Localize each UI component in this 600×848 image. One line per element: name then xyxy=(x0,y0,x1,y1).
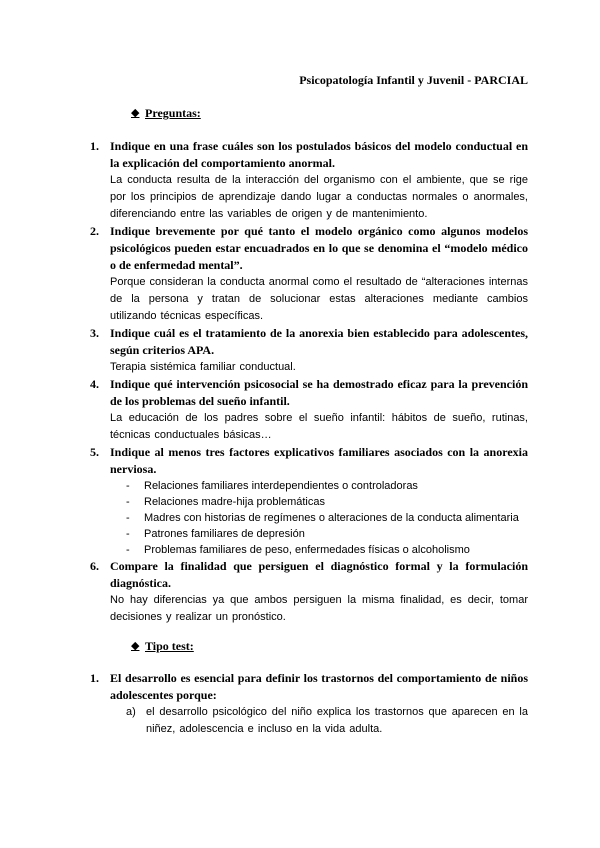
section-heading-preguntas xyxy=(131,105,201,122)
dash-bullet: - xyxy=(126,512,130,524)
list-item xyxy=(90,223,528,325)
document-title: Psicopatología Infantil y Juvenil - PARCIAL xyxy=(299,73,528,87)
item-number: 1. xyxy=(90,139,99,153)
question-text: Indique en una frase cuáles son los postulados básicos del modelo conductual en la explicación del comportamiento anormal. xyxy=(110,139,528,170)
list-item xyxy=(90,376,528,444)
answer-text: La conducta resulta de la interacción del organismo con el ambiente, que se rige por los principios de aprendizaje dando lugar a conductas normales o anormales, diferenciando entre las variables de origen y de mantenimiento. xyxy=(110,174,528,220)
factor-item xyxy=(110,494,528,510)
factor-item xyxy=(110,526,528,542)
question-text: Indique qué intervención psicosocial se ha demostrado eficaz para la prevención de los problemas del sueño infantil. xyxy=(110,377,528,408)
list-item xyxy=(90,325,528,376)
list-item xyxy=(90,444,528,558)
factor-item xyxy=(110,542,528,558)
item-number: 6. xyxy=(90,559,99,573)
answer-text: La educación de los padres sobre el sueño infantil: hábitos de sueño, rutinas, técnicas conductuales básicas… xyxy=(110,412,528,441)
question-text: Indique al menos tres factores explicativos familiares asociados con la anorexia nerviosa. xyxy=(110,445,528,476)
factor-item xyxy=(110,478,528,494)
questions-list xyxy=(90,138,528,626)
item-number: 1. xyxy=(90,671,99,685)
test-questions-list xyxy=(90,670,528,738)
question-text: Indique cuál es el tratamiento de la anorexia bien establecido para adolescentes, según criterios APA. xyxy=(110,326,528,357)
answer-text: No hay diferencias ya que ambos persiguen la misma finalidad, es decir, tomar decisiones y realizar un pronóstico. xyxy=(110,594,528,623)
factor-list xyxy=(110,478,528,558)
question-text: Compare la finalidad que persiguen el diagnóstico formal y la formulación diagnóstica. xyxy=(110,559,528,590)
factor-text: Relaciones madre-hija problemáticas xyxy=(144,496,325,508)
diamond-icon: ◆ xyxy=(131,640,140,652)
item-number: 2. xyxy=(90,224,99,238)
dash-bullet: - xyxy=(126,544,130,556)
factor-text: Relaciones familiares interdependientes o controladoras xyxy=(144,480,418,492)
factor-item xyxy=(110,510,528,526)
factor-text: Madres con historias de regímenes o alteraciones de la conducta alimentaria xyxy=(144,512,519,524)
list-item xyxy=(90,670,528,738)
list-item xyxy=(90,138,528,223)
item-number: 4. xyxy=(90,377,99,391)
diamond-icon: ◆ xyxy=(131,107,140,119)
answer-text: Terapia sistémica familiar conductual. xyxy=(110,361,296,373)
factor-text: Patrones familiares de depresión xyxy=(144,528,305,540)
option-letter: a) xyxy=(126,706,136,718)
section-heading-label: Preguntas: xyxy=(145,106,201,120)
answer-option xyxy=(110,704,528,738)
dash-bullet: - xyxy=(126,480,130,492)
question-text: Indique brevemente por qué tanto el modelo orgánico como algunos modelos psicológicos pueden estar encuadrados en lo que se denomina el “modelo médico o de enfermedad mental”. xyxy=(110,224,528,272)
dash-bullet: - xyxy=(126,528,130,540)
option-text: el desarrollo psicológico del niño explica los trastornos que aparecen en la niñez, adolescencia e incluso en la vida adulta. xyxy=(146,706,528,735)
question-text: El desarrollo es esencial para definir los trastornos del comportamiento de niños adolescentes porque: xyxy=(110,671,528,702)
section-heading-tipo-test xyxy=(131,638,194,655)
section-heading-label: Tipo test: xyxy=(145,639,194,653)
item-number: 5. xyxy=(90,445,99,459)
answer-text: Porque consideran la conducta anormal como el resultado de “alteraciones internas de la persona y tratan de solucionar estas alteraciones mediante cambios utilizando técnicas específicas. xyxy=(110,276,528,322)
dash-bullet: - xyxy=(126,496,130,508)
item-number: 3. xyxy=(90,326,99,340)
factor-text: Problemas familiares de peso, enfermedades físicas o alcoholismo xyxy=(144,544,470,556)
list-item xyxy=(90,558,528,626)
